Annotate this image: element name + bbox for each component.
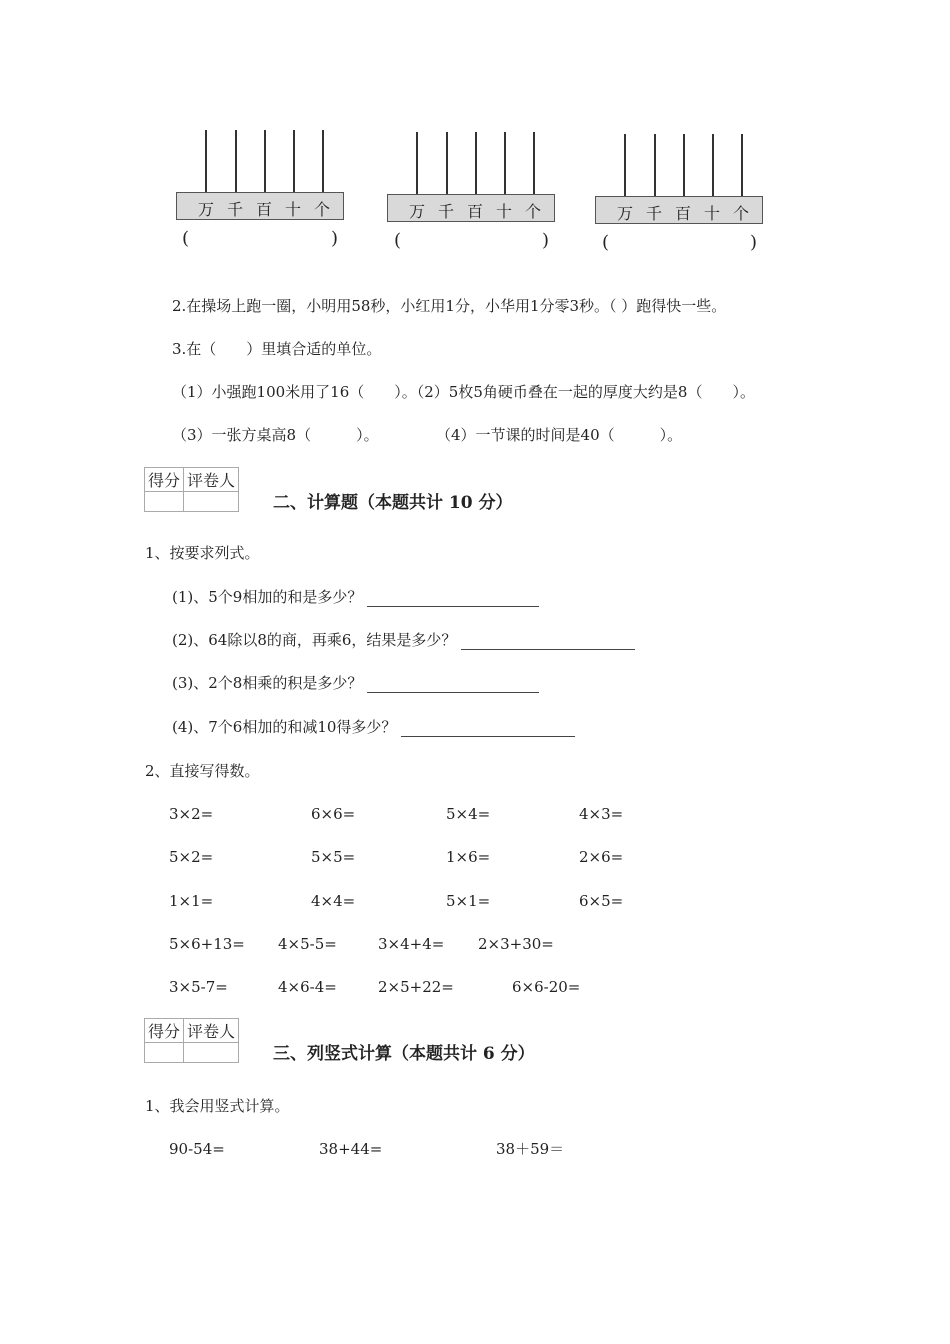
list-item — [172, 673, 539, 693]
answer-close-paren: ) — [750, 232, 758, 253]
answer-line[interactable] — [461, 633, 635, 650]
math-item: 2×3+30= — [478, 935, 554, 953]
label-ge: 个 — [524, 202, 541, 221]
abacus-base — [387, 194, 555, 222]
math-item: 3×4+4= — [378, 935, 445, 953]
section-2-title: 二、计算题（本题共计 10 分） — [273, 493, 513, 513]
label-bai: 百 — [674, 204, 691, 223]
math-item: 5×6+13= — [169, 935, 245, 953]
abacus-1 — [176, 130, 348, 219]
score-box — [144, 467, 239, 512]
label-qian: 千 — [226, 200, 243, 219]
question-3-title: 3.在（ ）里填合适的单位。 — [172, 340, 382, 358]
math-item: 2×5+22= — [378, 978, 454, 996]
score-cell[interactable] — [145, 492, 184, 512]
list-item-text: (1)、5个9相加的和是多少？ — [172, 588, 363, 606]
list-item-text: (2)、64除以8的商，再乘6，结果是多少？ — [172, 631, 457, 649]
score-box — [144, 1018, 239, 1063]
label-ge: 个 — [732, 204, 749, 223]
math-item: 5×4= — [446, 805, 491, 823]
math-item: 4×6-4= — [278, 978, 337, 996]
grader-cell[interactable] — [184, 492, 239, 512]
math-item: 6×6= — [311, 805, 356, 823]
label-qian: 千 — [437, 202, 454, 221]
answer-line[interactable] — [367, 590, 539, 607]
label-shi: 十 — [703, 204, 720, 223]
question-2: 2.在操场上跑一圈，小明用58秒，小红用1分，小华用1分零3秒。（ ）跑得快一些。 — [172, 297, 727, 315]
grader-label: 评卷人 — [184, 468, 239, 492]
math-item: 4×3= — [579, 805, 624, 823]
label-ge: 个 — [313, 200, 330, 219]
math-item: 1×1= — [169, 892, 214, 910]
label-wan: 万 — [197, 200, 214, 219]
math-item: 1×6= — [446, 848, 491, 866]
list-item-text: (4)、7个6相加的和减10得多少？ — [172, 718, 397, 736]
score-label: 得分 — [145, 1019, 184, 1043]
answer-open-paren: ( — [602, 232, 610, 253]
label-wan: 万 — [616, 204, 633, 223]
math-item: 5×1= — [446, 892, 491, 910]
abacus-3 — [595, 134, 767, 223]
list-item — [172, 587, 539, 607]
math-item: 3×2= — [169, 805, 214, 823]
grader-label: 评卷人 — [184, 1019, 239, 1043]
math-item: 38+44= — [319, 1140, 383, 1158]
math-item: 4×5-5= — [278, 935, 337, 953]
label-bai: 百 — [255, 200, 272, 219]
math-item: 5×5= — [311, 848, 356, 866]
grader-cell[interactable] — [184, 1043, 239, 1063]
list-item-text: (3)、2个8相乘的积是多少？ — [172, 674, 363, 692]
list-item — [172, 717, 575, 737]
label-bai: 百 — [466, 202, 483, 221]
section-3-title: 三、列竖式计算（本题共计 6 分） — [273, 1044, 535, 1064]
question-3-item-3: （3）一张方桌高8（ ）。 — [172, 426, 379, 444]
abacus-base — [595, 196, 763, 224]
label-qian: 千 — [645, 204, 662, 223]
math-item: 90-54= — [169, 1140, 225, 1158]
answer-close-paren: ) — [331, 228, 339, 249]
math-item: 3×5-7= — [169, 978, 228, 996]
math-item: 6×5= — [579, 892, 624, 910]
math-item: 4×4= — [311, 892, 356, 910]
answer-line[interactable] — [367, 676, 539, 693]
math-item: 6×6-20= — [512, 978, 581, 996]
answer-open-paren: ( — [394, 230, 402, 251]
label-wan: 万 — [408, 202, 425, 221]
math-item: 5×2= — [169, 848, 214, 866]
question-3-item-4: （4）一节课的时间是40（ ）。 — [436, 426, 683, 444]
answer-close-paren: ) — [542, 230, 550, 251]
label-shi: 十 — [495, 202, 512, 221]
label-shi: 十 — [284, 200, 301, 219]
list-item — [172, 630, 635, 650]
math-item: 2×6= — [579, 848, 624, 866]
score-label: 得分 — [145, 468, 184, 492]
section-3-q1-title: 1、我会用竖式计算。 — [145, 1097, 290, 1115]
math-item: 38＋59＝ — [496, 1140, 565, 1158]
abacus-base — [176, 192, 344, 220]
answer-line[interactable] — [401, 720, 575, 737]
answer-open-paren: ( — [182, 228, 190, 249]
section-2-q2-title: 2、直接写得数。 — [145, 762, 260, 780]
abacus-2 — [387, 132, 559, 221]
question-3-line-1: （1）小强跑100米用了16（ ）。（2）5枚5角硬币叠在一起的厚度大约是8（ ）。 — [172, 383, 755, 401]
section-2-q1-title: 1、按要求列式。 — [145, 544, 260, 562]
score-cell[interactable] — [145, 1043, 184, 1063]
